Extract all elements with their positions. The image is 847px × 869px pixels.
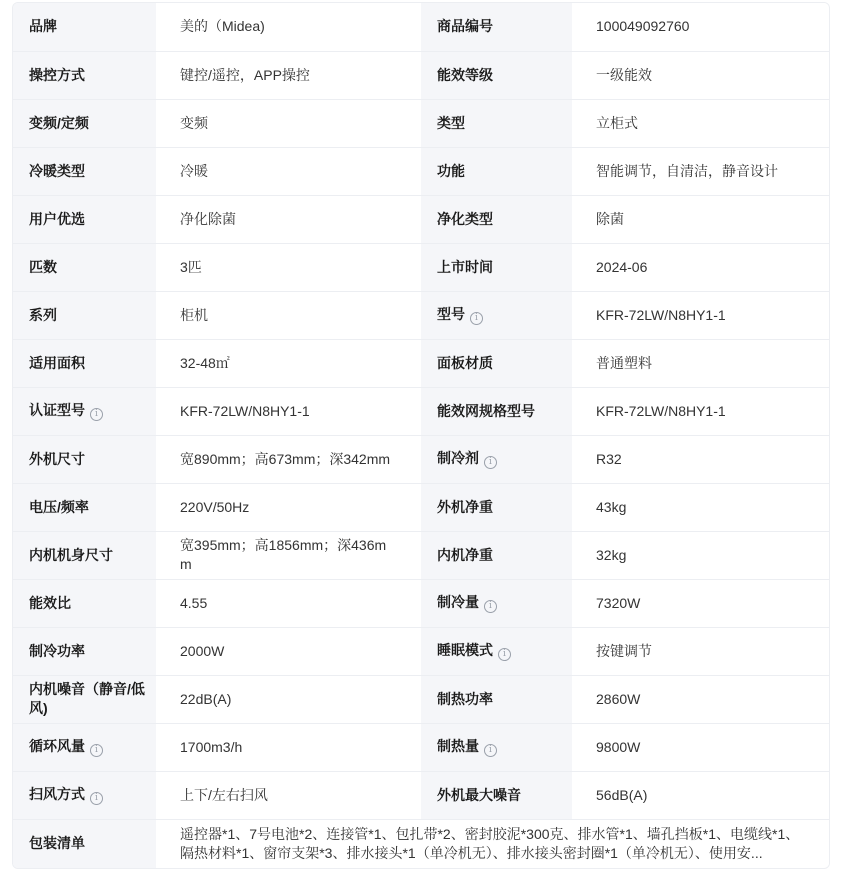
spec-value-text: 43kg bbox=[596, 498, 627, 515]
spec-value bbox=[156, 291, 421, 339]
spec-label-text: 循环风量 bbox=[29, 738, 85, 754]
spec-value-text: 上下/左右扫风 bbox=[180, 786, 268, 803]
spec-row bbox=[13, 675, 830, 723]
spec-label bbox=[421, 771, 572, 819]
spec-value bbox=[156, 147, 421, 195]
spec-label-text: 外机最大噪音 bbox=[437, 786, 521, 803]
spec-label bbox=[421, 291, 572, 339]
info-circle-icon[interactable]: i bbox=[498, 648, 511, 661]
spec-value-text: 普通塑料 bbox=[596, 354, 652, 371]
spec-value bbox=[572, 435, 830, 483]
spec-value-text: 宽395mm；高1856mm；深436mm bbox=[180, 537, 387, 572]
spec-row bbox=[13, 483, 830, 531]
spec-label-text: 包装清单 bbox=[29, 835, 85, 852]
spec-label bbox=[13, 675, 156, 723]
spec-value-text: KFR-72LW/N8HY1-1 bbox=[596, 306, 726, 323]
spec-value bbox=[572, 531, 830, 579]
spec-label-text: 型号 bbox=[437, 306, 465, 322]
spec-value bbox=[572, 579, 830, 627]
spec-value-text: 冷暖 bbox=[180, 162, 208, 179]
spec-label-text: 用户优选 bbox=[29, 210, 85, 227]
spec-label-text: 制热功率 bbox=[437, 690, 493, 707]
spec-label-text: 面板材质 bbox=[437, 354, 493, 371]
spec-value-text: KFR-72LW/N8HY1-1 bbox=[596, 402, 726, 419]
spec-label bbox=[421, 243, 572, 291]
spec-row bbox=[13, 627, 830, 675]
spec-value-text: 2860W bbox=[596, 690, 641, 707]
spec-label-text: 能效网规格型号 bbox=[437, 402, 535, 419]
spec-value-text: KFR-72LW/N8HY1-1 bbox=[180, 402, 310, 419]
spec-row bbox=[13, 3, 830, 51]
spec-label bbox=[13, 531, 156, 579]
spec-label-text: 系列 bbox=[29, 306, 57, 323]
spec-label-text: 冷暖类型 bbox=[29, 162, 85, 179]
spec-label-text: 变频/定频 bbox=[29, 114, 89, 131]
spec-label bbox=[13, 387, 156, 435]
spec-value-text: 2000W bbox=[180, 642, 225, 659]
spec-label bbox=[421, 147, 572, 195]
spec-value bbox=[572, 387, 830, 435]
spec-value-text: 2024-06 bbox=[596, 258, 648, 275]
spec-value bbox=[572, 771, 830, 819]
spec-value bbox=[572, 627, 830, 675]
spec-value-text: 3匹 bbox=[180, 258, 202, 275]
spec-value-text: 4.55 bbox=[180, 594, 208, 611]
spec-value bbox=[572, 147, 830, 195]
spec-label-text: 品牌 bbox=[29, 18, 57, 35]
spec-value-text: 键控/遥控，APP操控 bbox=[180, 66, 310, 83]
spec-value-text: 净化除菌 bbox=[180, 210, 236, 227]
spec-value bbox=[572, 51, 830, 99]
spec-row bbox=[13, 291, 830, 339]
spec-label-text: 扫风方式 bbox=[29, 786, 85, 802]
spec-value-text: 柜机 bbox=[180, 306, 208, 323]
spec-label bbox=[13, 627, 156, 675]
spec-label-text: 内机净重 bbox=[437, 546, 493, 563]
spec-value bbox=[572, 675, 830, 723]
spec-row bbox=[13, 195, 830, 243]
spec-label-text: 制冷功率 bbox=[29, 642, 85, 659]
spec-value-text: 32-48㎡ bbox=[180, 354, 230, 371]
spec-label bbox=[13, 339, 156, 387]
spec-label bbox=[13, 3, 156, 51]
spec-label-text: 制冷量 bbox=[437, 594, 479, 610]
spec-label-text: 功能 bbox=[437, 162, 465, 179]
spec-value bbox=[156, 483, 421, 531]
spec-label bbox=[421, 531, 572, 579]
spec-label bbox=[421, 51, 572, 99]
spec-label bbox=[13, 195, 156, 243]
spec-value-text: 美的（Midea) bbox=[180, 18, 265, 35]
spec-label bbox=[421, 339, 572, 387]
spec-value-text: 56dB(A) bbox=[596, 786, 648, 803]
spec-value bbox=[156, 99, 421, 147]
spec-row bbox=[13, 435, 830, 483]
spec-value bbox=[572, 339, 830, 387]
spec-label-text: 外机尺寸 bbox=[29, 450, 85, 467]
spec-label-text: 操控方式 bbox=[29, 66, 85, 83]
spec-value bbox=[156, 243, 421, 291]
info-circle-icon[interactable]: i bbox=[484, 456, 497, 469]
spec-label bbox=[421, 435, 572, 483]
spec-label-text: 制热量 bbox=[437, 738, 479, 754]
spec-row bbox=[13, 723, 830, 771]
packing-list-value bbox=[156, 819, 830, 868]
spec-value-text: 7320W bbox=[596, 594, 641, 611]
spec-label bbox=[13, 723, 156, 771]
spec-label bbox=[421, 99, 572, 147]
info-circle-icon[interactable]: i bbox=[90, 408, 103, 421]
spec-label-text: 净化类型 bbox=[437, 210, 493, 227]
spec-value bbox=[156, 3, 421, 51]
spec-label-text: 类型 bbox=[437, 114, 465, 131]
spec-value bbox=[156, 195, 421, 243]
spec-value-text: 按键调节 bbox=[596, 642, 652, 659]
spec-value bbox=[156, 771, 421, 819]
spec-label bbox=[13, 771, 156, 819]
spec-value-text: 9800W bbox=[596, 738, 641, 755]
spec-label bbox=[421, 387, 572, 435]
spec-row bbox=[13, 531, 830, 579]
spec-value bbox=[156, 339, 421, 387]
spec-value bbox=[572, 3, 830, 51]
info-circle-icon[interactable]: i bbox=[484, 744, 497, 757]
spec-value-text: 32kg bbox=[596, 546, 627, 563]
spec-value-text: R32 bbox=[596, 450, 622, 467]
packing-list-text: 遥控器*1、7号电池*2、连接管*1、包扎带*2、密封胶泥*300克、排水管*1、墙孔挡板*1、电缆线*1、隔热材料*1、窗帘支架*3、排水接头*1（单冷机无）、排水接头密封圈*1（单冷机无）、使用安... bbox=[180, 825, 800, 861]
spec-value bbox=[156, 627, 421, 675]
spec-label-text: 商品编号 bbox=[437, 18, 493, 35]
info-circle-icon[interactable]: i bbox=[470, 312, 483, 325]
spec-table-body bbox=[13, 3, 830, 868]
spec-label-text: 内机机身尺寸 bbox=[29, 546, 113, 563]
spec-label bbox=[13, 435, 156, 483]
spec-label-text: 匹数 bbox=[29, 258, 57, 275]
spec-label bbox=[13, 147, 156, 195]
info-circle-icon[interactable]: i bbox=[90, 792, 103, 805]
spec-value bbox=[572, 483, 830, 531]
spec-label-text: 认证型号 bbox=[29, 402, 85, 418]
spec-row-packing bbox=[13, 819, 830, 868]
spec-value bbox=[156, 675, 421, 723]
spec-label bbox=[421, 3, 572, 51]
spec-row bbox=[13, 339, 830, 387]
spec-label-text: 电压/频率 bbox=[29, 498, 89, 515]
spec-value bbox=[156, 531, 421, 579]
spec-label bbox=[13, 51, 156, 99]
spec-label bbox=[421, 579, 572, 627]
spec-label bbox=[13, 579, 156, 627]
spec-label bbox=[421, 627, 572, 675]
spec-label bbox=[13, 291, 156, 339]
spec-value bbox=[572, 723, 830, 771]
spec-label bbox=[13, 243, 156, 291]
spec-value-text: 宽890mm；高673mm；深342mm bbox=[180, 450, 391, 467]
spec-label-text: 内机噪音（静音/低风) bbox=[29, 681, 145, 716]
spec-value-text: 1700m3/h bbox=[180, 738, 243, 755]
spec-value-text: 一级能效 bbox=[596, 66, 652, 83]
spec-label bbox=[421, 195, 572, 243]
spec-value-text: 220V/50Hz bbox=[180, 498, 250, 515]
spec-value bbox=[156, 51, 421, 99]
info-circle-icon[interactable]: i bbox=[90, 744, 103, 757]
spec-label bbox=[13, 819, 156, 868]
spec-label-text: 能效比 bbox=[29, 594, 71, 611]
spec-value bbox=[156, 723, 421, 771]
spec-label-text: 适用面积 bbox=[29, 354, 85, 371]
spec-label-text: 外机净重 bbox=[437, 498, 493, 515]
spec-label-text: 睡眠模式 bbox=[437, 642, 493, 658]
spec-value-text: 除菌 bbox=[596, 210, 624, 227]
spec-label-text: 能效等级 bbox=[437, 66, 493, 83]
spec-row bbox=[13, 99, 830, 147]
spec-value bbox=[572, 99, 830, 147]
spec-row bbox=[13, 387, 830, 435]
info-circle-icon[interactable]: i bbox=[484, 600, 497, 613]
spec-value-text: 22dB(A) bbox=[180, 690, 232, 707]
spec-value bbox=[572, 243, 830, 291]
spec-value bbox=[156, 387, 421, 435]
spec-value-text: 100049092760 bbox=[596, 18, 690, 35]
spec-row bbox=[13, 771, 830, 819]
spec-table bbox=[13, 3, 830, 868]
spec-label bbox=[421, 483, 572, 531]
spec-value-text: 变频 bbox=[180, 114, 208, 131]
spec-label bbox=[13, 483, 156, 531]
spec-table-container bbox=[12, 2, 830, 869]
spec-label bbox=[421, 723, 572, 771]
spec-value bbox=[156, 435, 421, 483]
spec-value-text: 智能调节，自清洁，静音设计 bbox=[596, 162, 778, 179]
spec-label-text: 制冷剂 bbox=[437, 450, 479, 466]
spec-row bbox=[13, 147, 830, 195]
spec-value bbox=[572, 291, 830, 339]
spec-label bbox=[13, 99, 156, 147]
spec-value bbox=[572, 195, 830, 243]
spec-label bbox=[421, 675, 572, 723]
spec-label-text: 上市时间 bbox=[437, 258, 493, 275]
spec-row bbox=[13, 51, 830, 99]
spec-row bbox=[13, 243, 830, 291]
spec-value-text: 立柜式 bbox=[596, 114, 638, 131]
spec-value bbox=[156, 579, 421, 627]
spec-row bbox=[13, 579, 830, 627]
